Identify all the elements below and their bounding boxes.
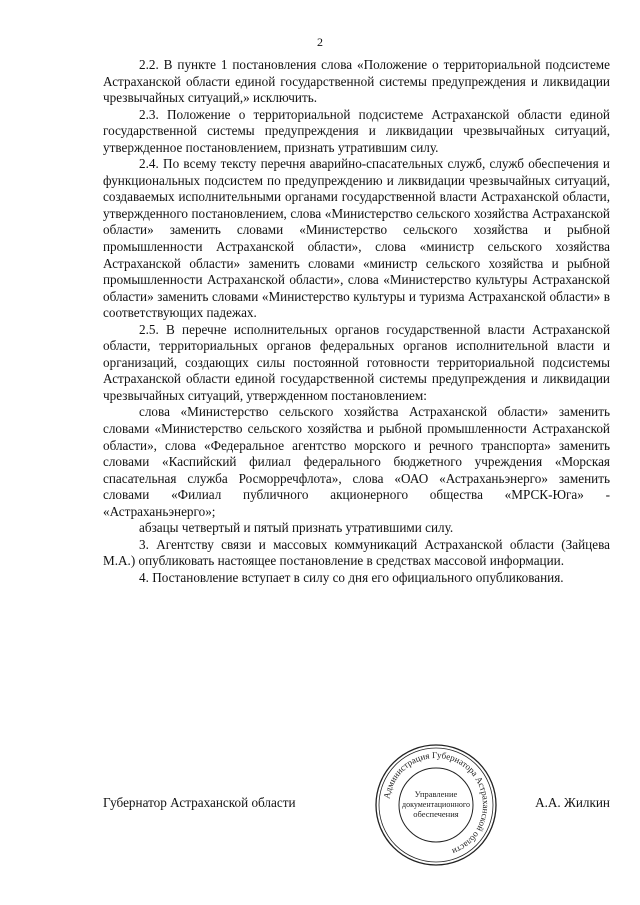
svg-text:обеспечения: обеспечения [413, 809, 459, 819]
paragraph-2-5-words: слова «Министерство сельского хозяйства Астраханской области» заменить словами «Министерство сельского хозяйства и рыбной промышленности Астраханской области», слова «Федеральное агентство морского и речного транспорта» заменить словами «Каспийский филиал федерального бюджетного учреждения «Морская спасательная служба Росморречфлота», слова «ОАО «Астраханьэнерго» заменить словами «Филиал публичного акционерного общества «МРСК-Юга» - «Астраханьэнерго»; [103, 404, 610, 519]
paragraph-2-5-abolish: абзацы четвертый и пятый признать утратившими силу. [139, 520, 454, 536]
paragraph-4: 4. Постановление вступает в силу со дня его официального опубликования. [139, 569, 564, 585]
signatory-name: А.А. Жилкин [535, 795, 610, 810]
signature-row [103, 795, 610, 815]
document-body [103, 57, 610, 587]
official-seal [372, 741, 500, 869]
paragraph-3: 3. Агентству связи и массовых коммуникаций Астраханской области (Зайцева М.А.) опубликовать настоящее постановление в средствах массовой информации. [103, 536, 610, 569]
paragraph-2-4: 2.4. По всему тексту перечня аварийно-спасательных служб, служб обеспечения и функциональных подсистем по предупреждению и ликвидации чрезвычайных ситуаций, создаваемых исполнительными органами государственной власти Астраханской области, утвержденного постановлением, слова «Министерство сельского хозяйства Астраханской области» заменить словами «Министерство сельского хозяйства и рыбной промышленности Астраханской области», слова «министр сельского хозяйства Астраханской области» заменить словами «министр сельского хозяйства и рыбной промышленности Астраханской области», слова «Министерство культуры Астраханской области» заменить словами «Министерство культуры и туризма Астраханской области» в соответствующих падежах. [103, 156, 610, 321]
svg-text:Администрация Губернатора Астр: Администрация Губернатора Астраханской области [381, 749, 492, 857]
paragraph-2-5: 2.5. В перечне исполнительных органов государственной власти Астраханской области, территориальных органов федеральных органов исполнительной власти и организаций, создающих силы постоянной готовности территориальной подсистемы Астраханской области единой государственной системы предупреждения и ликвидации чрезвычайных ситуаций, утвержденном постановлением: [103, 321, 610, 403]
paragraph-2-2: 2.2. В пункте 1 постановления слова «Положение о территориальной подсистеме Астраханской области единой государственной системы предупреждения и ликвидации чрезвычайных ситуаций,» исключить. [103, 57, 610, 106]
signatory-position: Губернатор Астраханской области [103, 795, 296, 810]
page-number: 2 [317, 35, 323, 49]
svg-text:документационного: документационного [402, 800, 470, 809]
svg-text:Управление: Управление [414, 789, 458, 799]
paragraph-2-3: 2.3. Положение о территориальной подсистеме Астраханской области единой государственной системы предупреждения и ликвидации чрезвычайных ситуаций, утвержденное постановлением, признать утратившим силу. [103, 106, 610, 155]
